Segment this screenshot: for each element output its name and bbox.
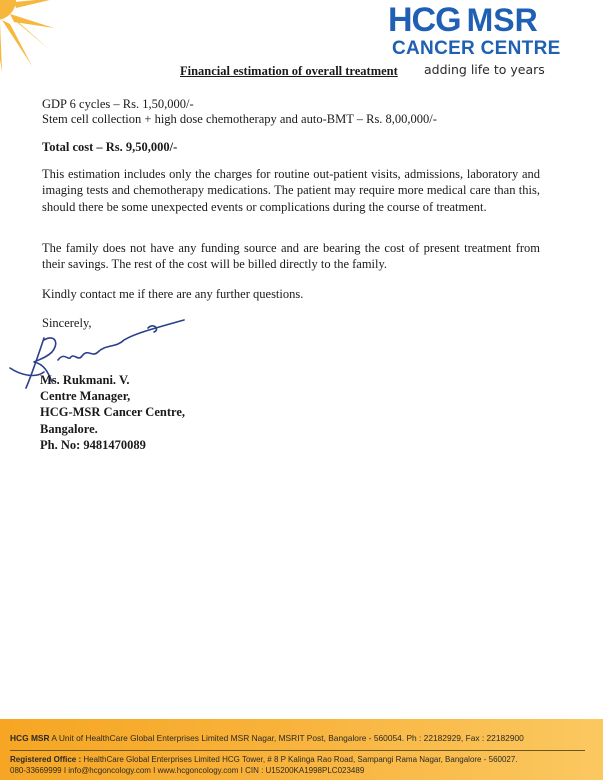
document-title: Financial estimation of overall treatment [180, 64, 398, 78]
footer-registered-label: Registered Office : [10, 755, 82, 764]
footer-registered-address: HealthCare Global Enterprises Limited HCG Tower, # 8 P Kalinga Rao Road, Sampangi Rama Nagar, Bangalore - 560027. [81, 755, 518, 764]
paragraph-funding: The family does not have any funding source and are bearing the cost of present treatment from their savings. The rest of the cost will be billed directly to the family. [42, 241, 540, 272]
footer-registered-line [10, 755, 518, 764]
logo-brand-hcg: HCG [388, 1, 461, 39]
footer-brand: HCG MSR [10, 733, 50, 743]
signatory-name: Ms. Rukmani. V. [40, 373, 130, 387]
letterhead-footer [0, 719, 603, 780]
footer-contact-line: 080-33669999 I info@hcgoncology.com I www.hcgoncology.com I CIN : U15200KA1998PLC023489 [10, 766, 365, 775]
closing: Sincerely, [42, 316, 92, 330]
cost-line-stem-cell: Stem cell collection + high dose chemotherapy and auto-BMT – Rs. 8,00,000/- [42, 112, 437, 126]
signatory-block [40, 372, 185, 453]
hcg-msr-logo [388, 2, 598, 78]
sun-rays-decoration [0, 0, 62, 74]
footer-divider [10, 750, 585, 751]
signatory-organisation: HCG-MSR Cancer Centre, [40, 405, 185, 420]
total-cost: Total cost – Rs. 9,50,000/- [42, 140, 178, 154]
logo-tagline: adding life to years [424, 62, 545, 77]
signatory-city: Bangalore. [40, 421, 98, 436]
footer-address: A Unit of HealthCare Global Enterprises Limited MSR Nagar, MSRIT Post, Bangalore - 560054. Ph : 22182929, Fax : 22182900 [49, 733, 524, 743]
footer-address-line [10, 733, 524, 743]
logo-brand-msr: MSR [466, 2, 538, 38]
signatory-designation: Centre Manager, [40, 389, 131, 404]
paragraph-estimation: This estimation includes only the charges for routine out-patient visits, admissions, laboratory and imaging tests and chemotherapy medications. The patient may require more medical care than this, should there be some unexpected events or complications during the course of treatment. [42, 167, 540, 214]
logo-subtitle: CANCER CENTRE [392, 38, 561, 59]
paragraph-contact: Kindly contact me if there are any further questions. [42, 287, 304, 301]
signatory-phone: Ph. No: 9481470089 [40, 437, 146, 452]
cost-line-gdp: GDP 6 cycles – Rs. 1,50,000/- [42, 97, 194, 111]
